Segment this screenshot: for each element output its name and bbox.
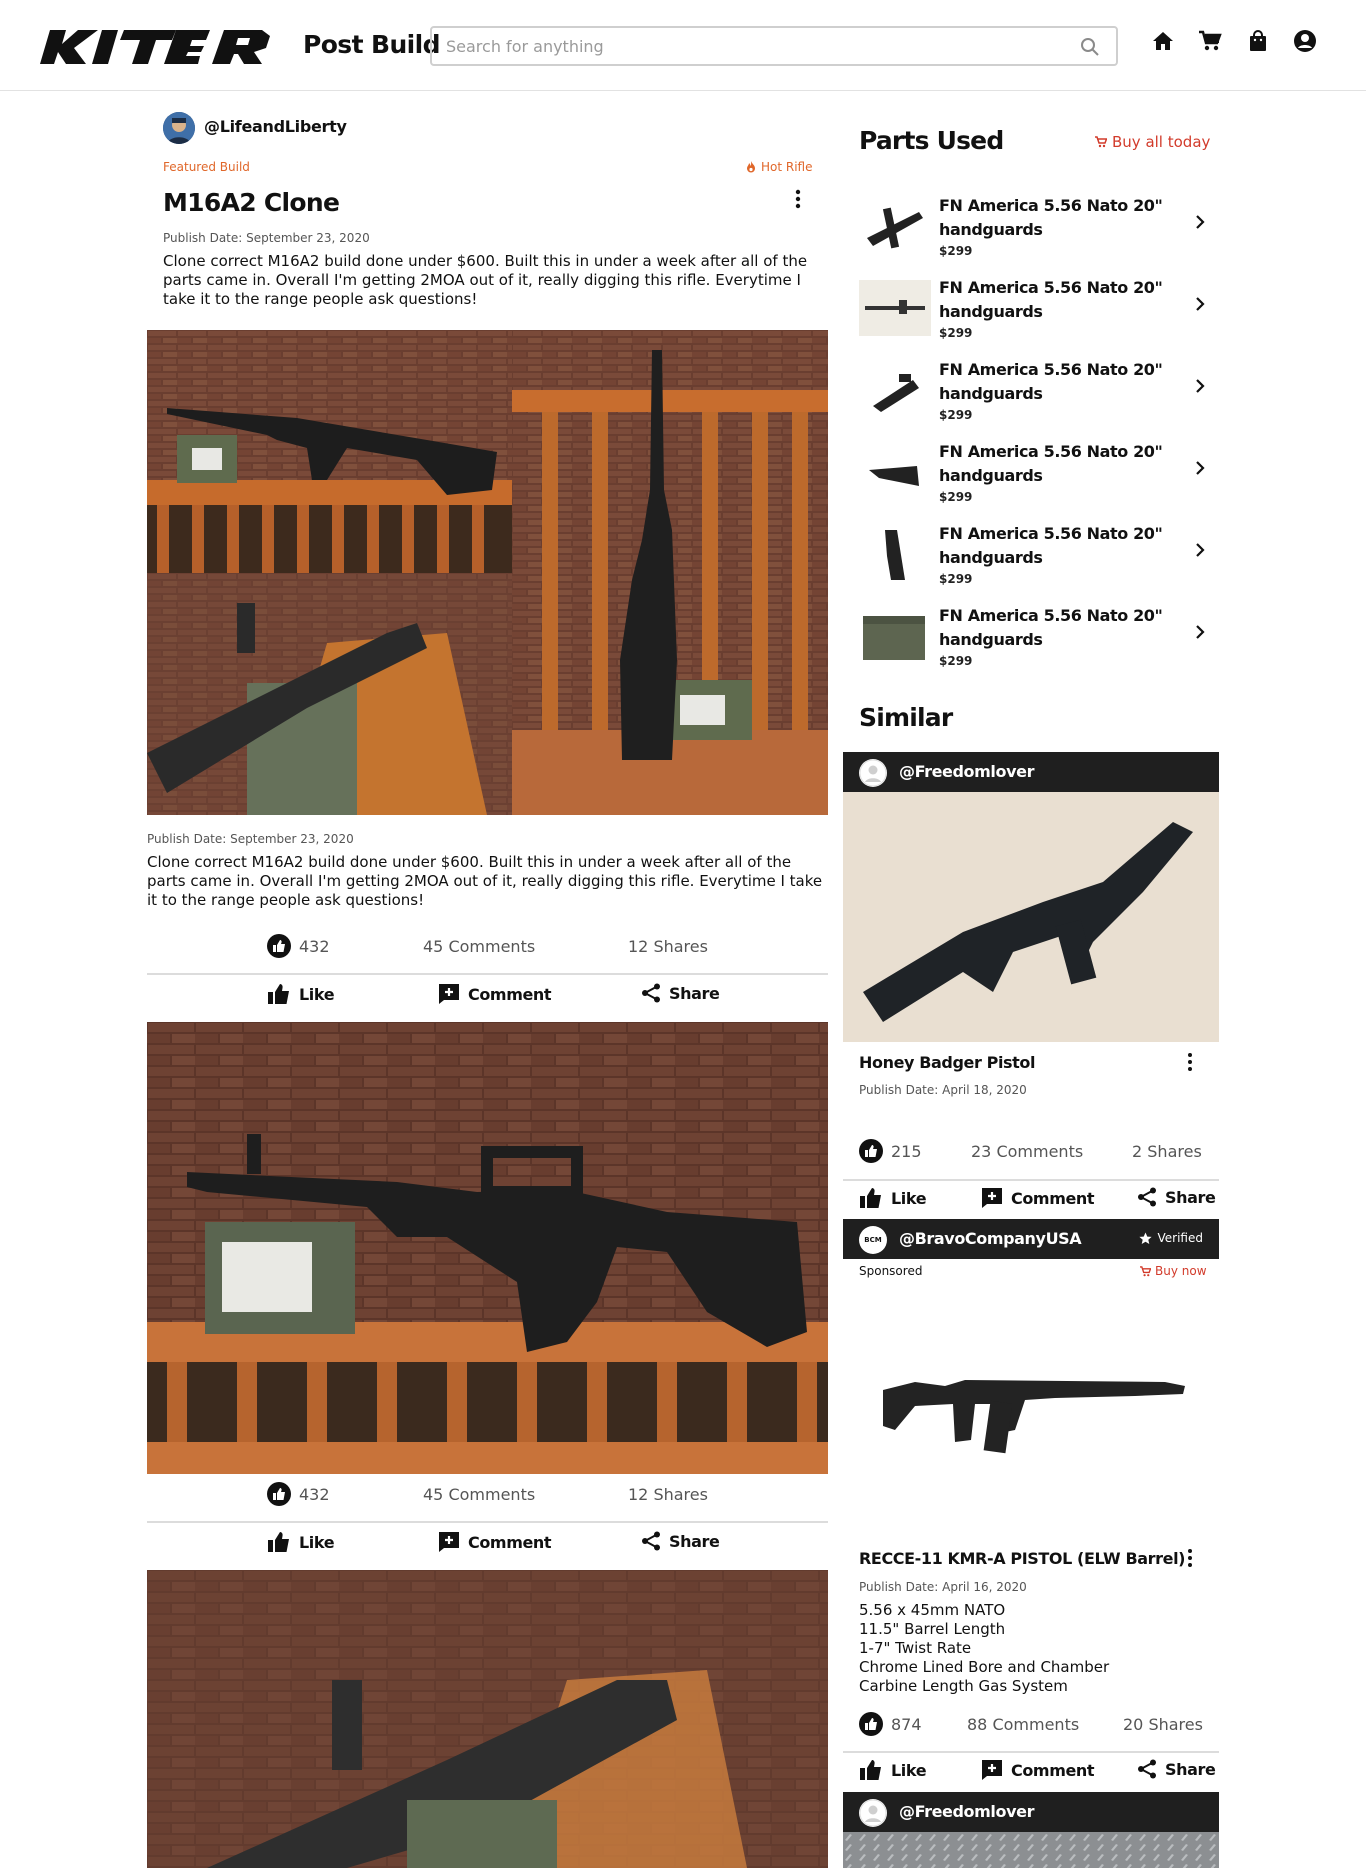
avatar[interactable] <box>163 112 195 144</box>
add-comment-icon <box>438 1531 460 1553</box>
share-label: Share <box>1165 1759 1216 1779</box>
comment-label: Comment <box>468 984 552 1004</box>
spec-line: 11.5" Barrel Length <box>859 1620 1006 1638</box>
part-name: FN America 5.56 Nato 20" handguards <box>939 442 1163 485</box>
comments-count[interactable]: 45 Comments <box>423 1485 536 1504</box>
share-button[interactable] <box>1137 1759 1215 1779</box>
part-thumbnail <box>859 444 931 500</box>
similar-username[interactable]: @Freedomlover <box>899 1802 1035 1821</box>
hot-rifle-badge <box>746 160 813 174</box>
avatar[interactable] <box>859 759 887 787</box>
part-thumbnail <box>859 280 931 336</box>
add-comment-icon <box>438 983 460 1005</box>
similar-card-header[interactable] <box>843 752 1219 792</box>
similar-photo[interactable] <box>843 1832 1219 1868</box>
part-price: $299 <box>939 572 973 586</box>
share-label: Share <box>669 983 720 1003</box>
spec-line: Chrome Lined Bore and Chamber <box>859 1658 1110 1676</box>
bag-icon[interactable] <box>1243 26 1273 56</box>
cart-icon[interactable] <box>1195 26 1225 56</box>
shares-count[interactable]: 20 Shares <box>1123 1715 1203 1734</box>
share-icon <box>641 1531 661 1551</box>
comments-count[interactable]: 88 Comments <box>967 1715 1080 1734</box>
verified-badge <box>1139 1231 1204 1245</box>
chevron-right-icon[interactable] <box>1195 542 1205 558</box>
gallery-publish-date: Publish Date: September 23, 2020 <box>147 832 354 846</box>
part-name: FN America 5.56 Nato 20" handguards <box>939 524 1163 567</box>
divider <box>147 1521 828 1523</box>
like-label: Like <box>891 1760 927 1780</box>
more-options-icon[interactable] <box>1186 1548 1194 1568</box>
like-label: Like <box>299 1532 335 1552</box>
like-button[interactable] <box>859 1759 926 1781</box>
part-item[interactable] <box>859 602 1211 680</box>
featured-build-label: Featured Build <box>163 160 250 174</box>
share-icon <box>641 983 661 1003</box>
part-thumbnail <box>859 198 931 254</box>
search-placeholder: Search for anything <box>446 37 604 56</box>
comment-button[interactable] <box>981 1187 1094 1209</box>
top-nav-bar <box>0 0 1366 91</box>
product-specs <box>859 1601 1109 1696</box>
comments-count[interactable]: 23 Comments <box>971 1142 1084 1161</box>
product-publish-date: Publish Date: April 16, 2020 <box>859 1580 1027 1594</box>
similar-username[interactable]: @Freedomlover <box>899 762 1035 781</box>
post-photo-2[interactable] <box>147 1022 828 1474</box>
buy-all-label: Buy all today <box>1112 133 1211 151</box>
more-options-icon[interactable] <box>1186 1052 1194 1072</box>
home-icon[interactable] <box>1148 26 1178 56</box>
part-name: FN America 5.56 Nato 20" handguards <box>939 360 1163 403</box>
search-icon[interactable] <box>1080 37 1100 57</box>
like-button[interactable] <box>859 1187 926 1209</box>
post-username[interactable]: @LifeandLiberty <box>204 117 347 136</box>
part-name: FN America 5.56 Nato 20" handguards <box>939 278 1163 321</box>
likes-count: 432 <box>299 937 330 956</box>
thumbs-up-icon <box>859 1759 883 1781</box>
share-button[interactable] <box>1137 1187 1215 1207</box>
part-item[interactable] <box>859 192 1211 270</box>
gallery-photo-3[interactable] <box>512 330 828 815</box>
share-icon <box>1137 1759 1157 1779</box>
comment-label: Comment <box>1011 1760 1095 1780</box>
likes-count-icon <box>267 1482 291 1506</box>
share-button[interactable] <box>641 1531 719 1551</box>
part-name: FN America 5.56 Nato 20" handguards <box>939 196 1163 239</box>
divider <box>843 1179 1219 1181</box>
sponsor-username[interactable]: @BravoCompanyUSA <box>899 1229 1082 1248</box>
part-item[interactable] <box>859 520 1211 598</box>
chevron-right-icon[interactable] <box>1195 378 1205 394</box>
part-price: $299 <box>939 326 973 340</box>
post-description: Clone correct M16A2 build done under $600. Built this in under a week after all of the parts came in. Overall I'm getting 2MOA out of it, really digging this rifle. Everytime I take it to the range people ask questions! <box>163 252 808 308</box>
share-label: Share <box>1165 1187 1216 1207</box>
thumbs-up-icon <box>859 1187 883 1209</box>
like-button[interactable] <box>267 983 334 1005</box>
similar-photo[interactable] <box>843 792 1219 1042</box>
like-label: Like <box>891 1188 927 1208</box>
comments-count[interactable]: 45 Comments <box>423 937 536 956</box>
part-price: $299 <box>939 654 973 668</box>
add-comment-icon <box>981 1187 1003 1209</box>
part-item[interactable] <box>859 438 1211 516</box>
like-button[interactable] <box>267 1531 334 1553</box>
share-button[interactable] <box>641 983 719 1003</box>
part-thumbnail <box>859 608 931 664</box>
buy-all-button[interactable] <box>1095 133 1210 151</box>
hot-rifle-label: Hot Rifle <box>761 160 813 174</box>
likes-count-icon <box>267 934 291 958</box>
chevron-right-icon[interactable] <box>1195 296 1205 312</box>
comment-label: Comment <box>468 1532 552 1552</box>
shares-count[interactable]: 12 Shares <box>628 1485 708 1504</box>
part-thumbnail <box>859 526 931 582</box>
thumbs-up-icon <box>267 983 291 1005</box>
comment-button[interactable] <box>438 983 551 1005</box>
spec-line: 1-7" Twist Rate <box>859 1639 972 1657</box>
like-label: Like <box>299 984 335 1004</box>
chevron-right-icon[interactable] <box>1195 460 1205 476</box>
post-photo-3[interactable] <box>147 1570 828 1868</box>
likes-count: 215 <box>891 1142 922 1161</box>
shares-count[interactable]: 2 Shares <box>1132 1142 1202 1161</box>
photo-gallery[interactable] <box>147 330 828 815</box>
buy-now-button[interactable] <box>1140 1264 1207 1278</box>
similar-title: Similar <box>859 703 953 732</box>
gallery-photo-2[interactable] <box>147 573 512 815</box>
likes-count: 874 <box>891 1715 922 1734</box>
buy-now-label: Buy now <box>1155 1264 1207 1278</box>
spec-line: Carbine Length Gas System <box>859 1677 1068 1695</box>
likes-count-icon <box>859 1712 883 1736</box>
share-icon <box>1137 1187 1157 1207</box>
more-options-icon[interactable] <box>793 188 803 210</box>
comment-button[interactable] <box>981 1759 1094 1781</box>
account-icon[interactable] <box>1290 26 1320 56</box>
part-item[interactable] <box>859 274 1211 352</box>
sponsored-label: Sponsored <box>859 1264 923 1278</box>
product-photo[interactable] <box>875 1360 1185 1470</box>
similar-post-title[interactable]: Honey Badger Pistol <box>859 1053 1036 1072</box>
part-price: $299 <box>939 490 973 504</box>
divider <box>843 1751 1219 1753</box>
likes-count-icon <box>859 1139 883 1163</box>
kitter-logo[interactable] <box>40 26 272 68</box>
star-icon <box>1139 1232 1152 1245</box>
flame-icon <box>746 161 756 173</box>
verified-label: Verified <box>1157 1231 1203 1245</box>
bcm-logo-avatar[interactable] <box>859 1226 887 1254</box>
thumbs-up-icon <box>267 1531 291 1553</box>
avatar[interactable] <box>859 1799 887 1827</box>
comment-button[interactable] <box>438 1531 551 1553</box>
gallery-photo-1[interactable] <box>147 330 512 573</box>
part-price: $299 <box>939 408 973 422</box>
shares-count[interactable]: 12 Shares <box>628 937 708 956</box>
add-comment-icon <box>981 1759 1003 1781</box>
divider <box>147 973 828 975</box>
product-title[interactable]: RECCE-11 KMR-A PISTOL (ELW Barrel) <box>859 1549 1186 1568</box>
likes-count: 432 <box>299 1485 330 1504</box>
chevron-right-icon[interactable] <box>1195 214 1205 230</box>
search-input[interactable] <box>430 26 1118 66</box>
part-item[interactable] <box>859 356 1211 434</box>
part-thumbnail <box>859 362 931 418</box>
comment-label: Comment <box>1011 1188 1095 1208</box>
cart-icon <box>1140 1266 1151 1277</box>
cart-icon <box>1095 136 1107 148</box>
parts-used-title: Parts Used <box>859 126 1004 155</box>
chevron-right-icon[interactable] <box>1195 624 1205 640</box>
sponsored-card-header[interactable] <box>843 1219 1219 1259</box>
avatar-text: BCM <box>864 1236 882 1244</box>
share-label: Share <box>669 1531 720 1551</box>
similar-card-header[interactable] <box>843 1792 1219 1832</box>
post-title: M16A2 Clone <box>163 188 340 217</box>
spec-line: 5.56 x 45mm NATO <box>859 1601 1006 1619</box>
post-publish-date: Publish Date: September 23, 2020 <box>163 231 370 245</box>
similar-publish-date: Publish Date: April 18, 2020 <box>859 1083 1027 1097</box>
gallery-caption: Clone correct M16A2 build done under $600. Built this in under a week after all of the parts came in. Overall I'm getting 2MOA out of it, really digging this rifle. Everytime I take it to the range people ask questions! <box>147 853 823 909</box>
page-title: Post Build <box>303 30 440 59</box>
part-price: $299 <box>939 244 973 258</box>
part-name: FN America 5.56 Nato 20" handguards <box>939 606 1163 649</box>
